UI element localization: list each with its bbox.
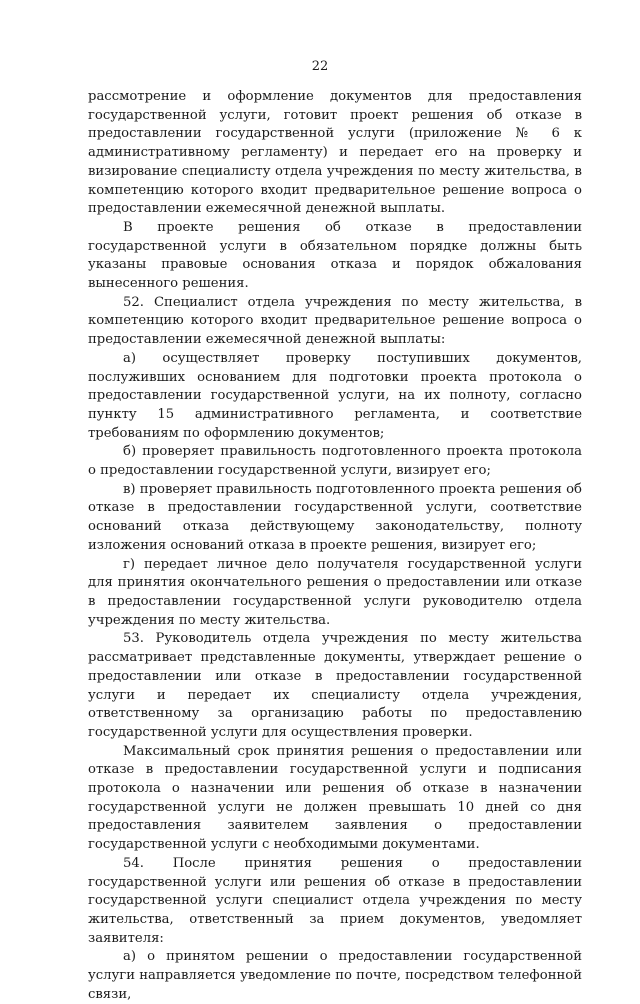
page-number: 22 (311, 59, 329, 74)
paragraph-clause-52-a: а) осуществляет проверку поступивших документов, послуживших основанием для подготовки проекта протокола о предоставлении государственной услуги, на их полноту, согласно пункту 15 административного регламента, и соответствие требованиям по оформлению документов; (88, 350, 582, 441)
paragraph-max-term: Максимальный срок принятия решения о предоставлении или отказе в предоставлении государственной услуги и подписания протокола о назначении или решения об отказе в назначении государственной услуги не должен превышать 10 дней со дня предоставления заявителем заявления о предоставлении государственной услуги с необходимыми документами. (88, 743, 582, 853)
paragraph-clause-54: 54. После принятия решения о предоставлении государственной услуги или решения об отказе в предоставлении государственной услуги специалист отдела учреждения по месту жительства, ответственный за прием документов, уведомляет заявителя: (88, 855, 582, 946)
paragraph-clause-52: 52. Специалист отдела учреждения по месту жительства, в компетенцию которого входит предварительное решение вопроса о предоставлении ежемесячной денежной выплаты: (88, 294, 582, 348)
paragraph-clause-52-v: в) проверяет правильность подготовленного проекта решения об отказе в предоставлении государственной услуги, соответствие оснований отказа действующему законодательству, полноту изложения оснований отказа в проекте решения, визирует его; (88, 481, 582, 553)
paragraph-clause-52-b: б) проверяет правильность подготовленного проекта протокола о предоставлении государственной услуги, визирует его; (88, 444, 582, 479)
paragraph-clause-52-g: г) передает личное дело получателя государственной услуги для принятия окончательного решения о предоставлении или отказе в предоставлении государственной услуги руководителю отдела учреждения по месту жительства. (88, 556, 582, 628)
paragraph-refusal-project: В проекте решения об отказе в предоставлении государственной услуги в обязательном порядке должны быть указаны правовые основания отказа и порядок обжалования вынесенного решения. (88, 219, 582, 292)
document-body (88, 88, 582, 1004)
paragraph-clause-54-a: а) о принятом решении о предоставлении государственной услуги направляется уведомление по почте, посредством телефонной связи, (88, 949, 582, 1002)
paragraph-continuation: рассмотрение и оформление документов для предоставления государственной услуги, готовит проект решения об отказе в предоставлении государственной услуги (приложение № 6 к административному регламенту) и передает его на проверку и визирование специалисту отдела учреждения по месту жительства, в компетенцию которого входит предварительное решение вопроса о предоставлении ежемесячной денежной выплаты. (88, 89, 582, 217)
paragraph-clause-53: 53. Руководитель отдела учреждения по месту жительства рассматривает представленные документы, утверждает решение о предоставлении или отказе в предоставлении государственной услуги и передает их специалисту отдела учреждения, ответственному за организацию работы по предоставлению государственной услуги для осуществления проверки. (88, 631, 582, 740)
